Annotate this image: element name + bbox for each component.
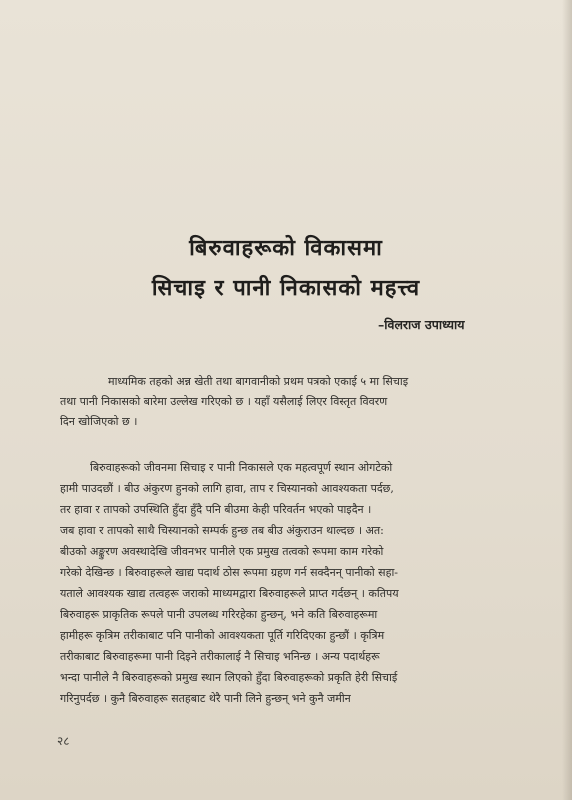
page-edge-shadow (562, 0, 572, 800)
intro-line: दिन खोजिएको छ । (60, 415, 138, 428)
body-line: तरीकाबाट बिरुवाहरूमा पानी दिइने तरीकालाई नै सिचाइ भनिन्छ । अन्य पदार्थहरू (60, 650, 380, 663)
article-title-line-2: सिचाइ र पानी निकासको महत्त्व (151, 275, 421, 301)
body-line: बिरुवाहरूको जीवनमा सिचाइ र पानी निकासले एक महत्वपूर्ण स्थान ओगटेको (90, 461, 393, 474)
body-line: यताले आवश्यक खाद्य तत्वहरू जराको माध्यमद्वारा बिरुवाहरूले प्राप्त गर्दछन् । कतिपय (60, 587, 399, 600)
body-line: तर हावा र तापको उपस्थिति हुँदा हुँदै पनि बीउमा केही परिवर्तन भएको पाइदैन । (60, 503, 372, 516)
article-title-line-1: बिरुवाहरूको विकासमा (189, 235, 383, 261)
body-line: जब हावा र तापको साथै चिस्यानको सम्पर्क हुन्छ तब बीउ अंकुराउन थाल्दछ । अत: (60, 524, 384, 537)
body-line: गरेको देखिन्छ । बिरुवाहरूले खाद्य पदार्थ ठोस रूपमा ग्रहण गर्न सक्दैनन् पानीको सहा- (60, 566, 399, 579)
intro-line: तथा पानी निकासको बारेमा उल्लेख गरिएको छ । यहाँ यसैलाई लिएर विस्तृत विवरण (60, 395, 388, 408)
body-line: हामीहरू कृत्रिम तरीकाबाट पनि पानीको आवश्यकता पूर्ति गरिदिएका हुन्छौं । कृत्रिम (60, 629, 385, 642)
intro-line: माध्यमिक तहको अन्न खेती तथा बागवानीको प्रथम पत्रको एकाई ५ मा सिचाइ (108, 375, 409, 388)
author-byline: –विलराज उपाध्याय (378, 317, 465, 332)
body-line: हामी पाउदछौं । बीउ अंकुरण हुनको लागि हावा, ताप र चिस्यानको आवश्यकता पर्दछ, (60, 482, 394, 495)
body-line: गरिनुपर्दछ । कुनै बिरुवाहरू सतहबाट थेरै पानी लिने हुन्छन् भने कुनै जमीन (60, 692, 351, 705)
body-line: बीउको अङ्कुरण अवस्थादेखि जीवनभर पानीले एक प्रमुख तत्वको रूपमा काम गरेको (60, 545, 384, 558)
body-line: भन्दा पानीले नै बिरुवाहरूको प्रमुख स्थान लिएको हुँदा बिरुवाहरूको प्रकृति हेरी सिचाई (60, 671, 398, 684)
page-number: २८ (57, 734, 70, 748)
body-line: बिरुवाहरू प्राकृतिक रूपले पानी उपलब्ध गरिरहेका हुन्छन्, भने कति बिरुवाहरूमा (60, 608, 378, 621)
